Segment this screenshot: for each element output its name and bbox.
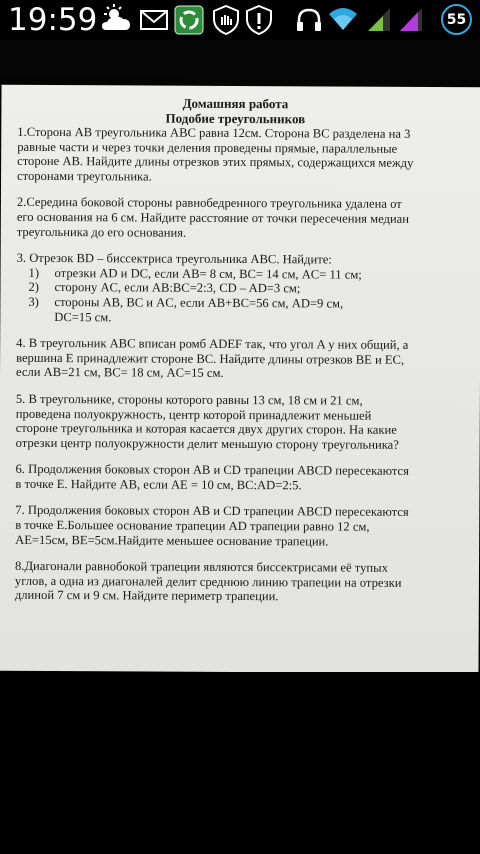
text-line: вершина E принадлежит стороне BC. Найдите длины отрезков BE и EC, <box>16 350 405 367</box>
text-line: 4. В треугольник ABC вписан ромб ADEF так, что угол A у них общий, а <box>16 335 409 353</box>
document-header <box>17 95 453 127</box>
problem-1 <box>17 125 453 186</box>
list-number: 2) <box>28 280 40 295</box>
list-number: 3) <box>28 294 39 309</box>
problem-8 <box>15 559 451 605</box>
text-line: отрезки AD и DC, если AB= 8 см, BC= 14 см, AC= 11 см; <box>54 265 362 282</box>
shield-hand-icon <box>212 5 240 35</box>
problem-4 <box>16 336 452 382</box>
problem-7 <box>15 503 451 549</box>
text-line: отрезки центр полуокружности делит меньшую сторону треугольника? <box>15 435 399 452</box>
text-line: в точке E. Найдите AB, если AE = 10 см, BC:AD=2:5. <box>15 476 302 493</box>
homework-sheet <box>0 85 480 674</box>
battery-indicator: 55 <box>441 4 472 35</box>
list-number: 1) <box>28 265 40 280</box>
text-line: равные части и через точки деления проведены прямые, параллельные <box>17 139 398 156</box>
problem-3 <box>16 251 452 326</box>
status-clock: 19:59 <box>8 2 98 38</box>
signal-icon <box>398 6 424 32</box>
text-line: AE=15см, BE=5см.Найдите меньшее основание трапеции. <box>15 532 329 549</box>
text-line: 3. Отрезок BD – биссектриса треугольника ABC. Найдите: <box>16 250 332 267</box>
weather-cloudy-sun-icon <box>100 4 134 34</box>
text-line: длиной 7 см и 9 см. Найдите периметр трапеции. <box>14 588 279 604</box>
list-item <box>28 295 452 312</box>
text-line: сторону AC, если AB:BC=2:3, CD – AD=3 см; <box>54 280 301 296</box>
text-line: 7. Продолжения боковых сторон AB и CD трапеции ABCD пересекаются <box>15 503 409 520</box>
text-line: стороне треугольника и которая касается двух других сторон. На какие <box>15 420 397 437</box>
problem-3-subitems <box>28 266 452 327</box>
document-text <box>15 95 454 617</box>
document-title: Домашняя работа <box>182 95 289 112</box>
text-line: треугольника до его основания. <box>16 224 187 240</box>
text-line: DC=15 см. <box>54 309 112 324</box>
problem-5 <box>16 392 452 453</box>
text-line: 1.Сторона AB треугольника ABC равна 12см. Сторона BC разделена на 3 <box>17 124 411 141</box>
text-line: в точке E.Большее основание трапеции AD трапеции равно 12 см, <box>15 517 370 534</box>
headphones-icon <box>296 8 322 32</box>
document-subtitle: Подобие треугольников <box>165 110 306 127</box>
problem-2 <box>17 195 453 241</box>
app-recycle-icon <box>174 5 204 35</box>
mail-icon <box>140 10 168 30</box>
problem-6 <box>15 462 451 493</box>
text-line: его основания на 6 см. Найдите расстояние от точки пересечения медиан <box>16 209 410 226</box>
text-line: 6. Продолжения боковых сторон AB и CD трапеции ABCD пересекаются <box>15 462 409 479</box>
photo-background <box>0 672 480 854</box>
alert-shield-icon <box>246 5 272 35</box>
text-line: стороны AB, BC и AC, если AB+BC=56 см, AD=9 см, <box>54 294 344 311</box>
text-line: сторонами треугольника. <box>17 168 152 184</box>
text-line: проведена полуокружность, центр которой принадлежит меньшей <box>15 406 372 423</box>
status-bar <box>0 0 480 40</box>
wifi-icon <box>328 6 358 32</box>
text-line: 2.Середина боковой стороны равнобедренного треугольника удалена от <box>16 195 402 212</box>
text-line: углов, а одна из диагоналей делит среднюю линию трапеции на отрезки <box>14 573 402 590</box>
text-line: стороне AB. Найдите длины отрезков этих прямых, содержащихся между <box>17 154 414 171</box>
text-line: 8.Диагонали равнобокой трапеции являются биссектрисами её тупых <box>14 559 388 576</box>
signal-icon <box>366 6 392 32</box>
text-line: 5. В треугольнике, стороны которого равны 13 см, 18 см и 21 см, <box>15 391 363 408</box>
text-line: если AB=21 см, BC= 18 см, AC=15 см. <box>15 365 224 381</box>
